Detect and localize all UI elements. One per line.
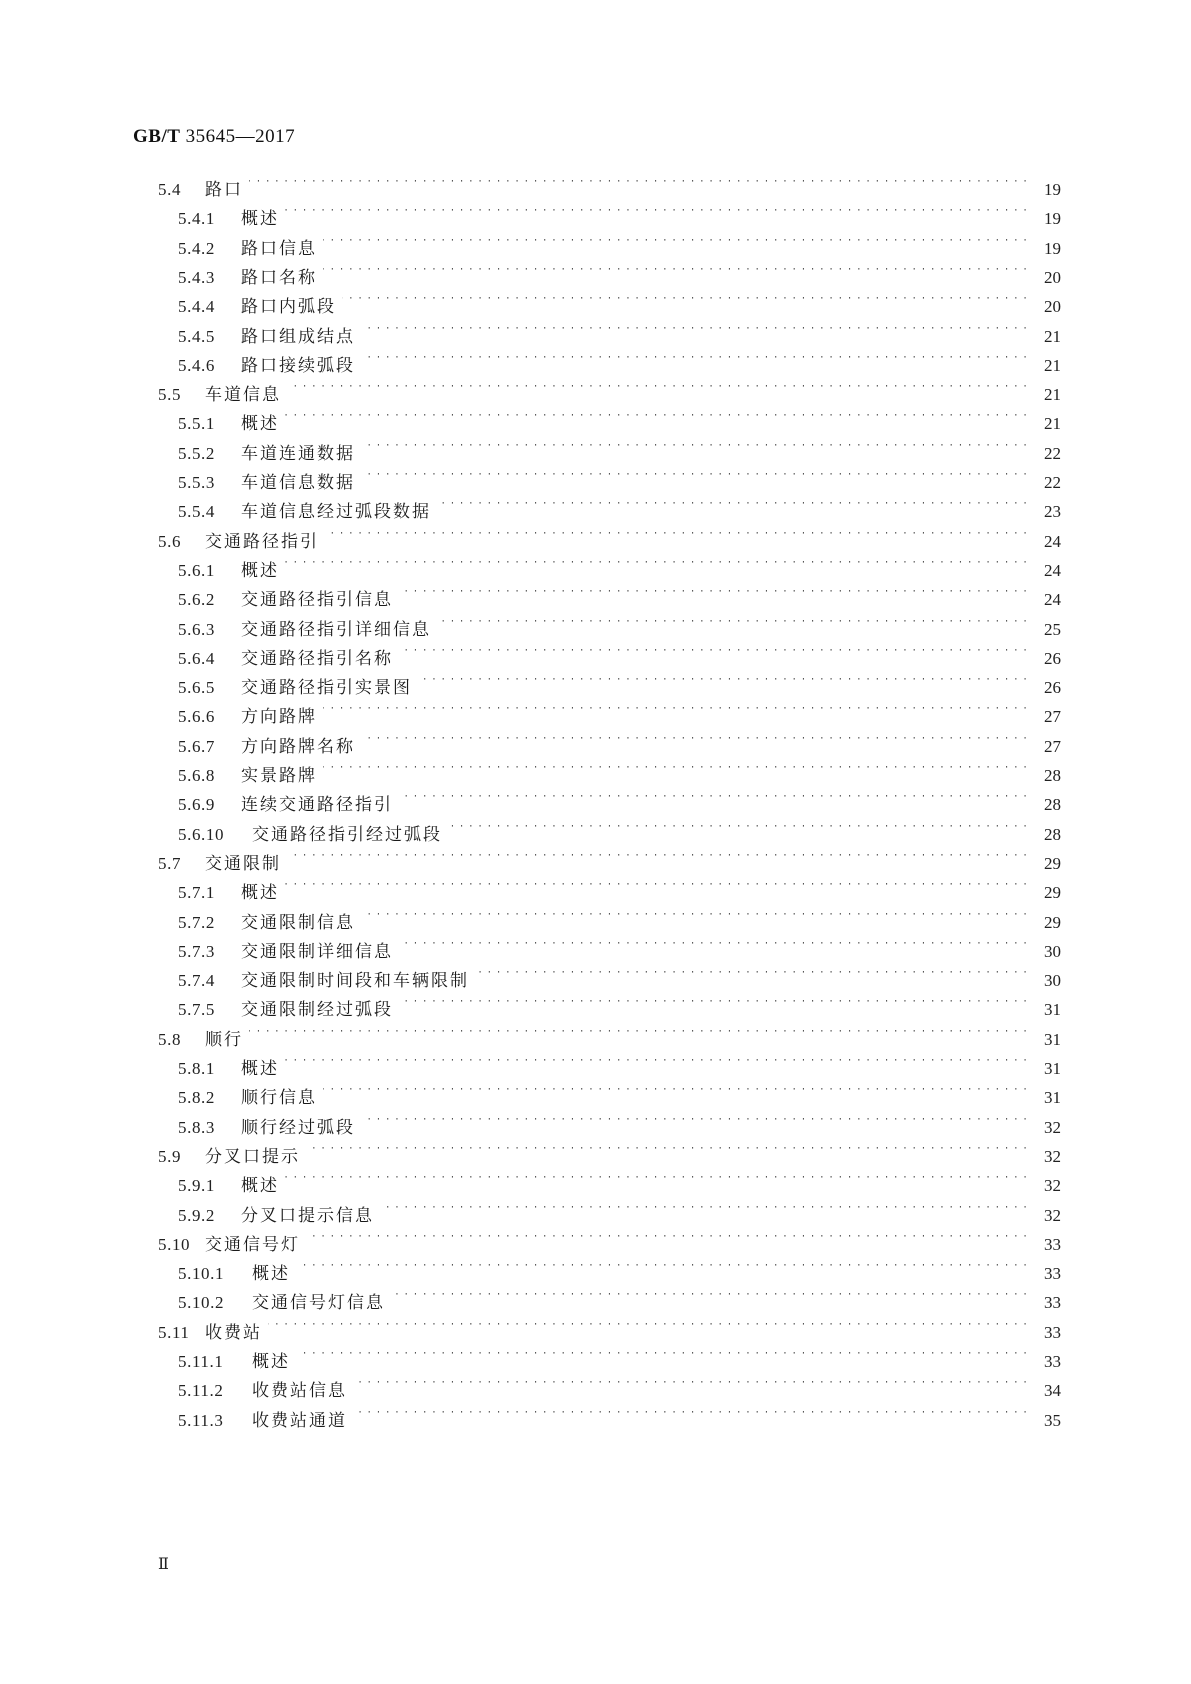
- toc-entry-page: 29: [1044, 883, 1061, 902]
- toc-dot-leader: [268, 1308, 1027, 1338]
- toc-entry-number: 5.6.5: [178, 678, 215, 697]
- toc-dot-leader: [285, 868, 1027, 898]
- toc-dot-leader: [399, 634, 1027, 664]
- toc-entry-number: 5.9.1: [178, 1176, 215, 1195]
- toc-entry-number: 5.9.2: [178, 1206, 215, 1225]
- toc-entry-page: 29: [1044, 854, 1061, 873]
- toc-entry[interactable]: [158, 165, 1061, 200]
- toc-entry-page: 25: [1044, 620, 1061, 639]
- toc-entry[interactable]: [178, 810, 1061, 845]
- toc-entry-page: 24: [1044, 561, 1061, 580]
- toc-entry[interactable]: [178, 722, 1061, 757]
- toc-entry-page: 29: [1044, 913, 1061, 932]
- toc-dot-leader: [361, 1103, 1027, 1133]
- toc-entry[interactable]: [178, 1073, 1061, 1108]
- toc-entry-title: 交通限制信息: [241, 913, 355, 933]
- toc-dot-leader: [399, 780, 1027, 810]
- toc-entry-number: 5.6.3: [178, 620, 215, 639]
- toc-entry-number: 5.7.2: [178, 913, 215, 932]
- toc-entry-number: 5.6.4: [178, 649, 215, 668]
- toc-entry-title: 车道信息数据: [241, 473, 355, 493]
- toc-entry-number: 5.6.8: [178, 766, 215, 785]
- toc-entry[interactable]: [178, 1249, 1061, 1284]
- toc-entry-number: 5.6.1: [178, 561, 215, 580]
- toc-entry[interactable]: [158, 839, 1061, 874]
- toc-entry[interactable]: [178, 1366, 1061, 1401]
- toc-entry-number: 5.6.10: [178, 825, 225, 844]
- page-folio: Ⅱ: [158, 1556, 169, 1573]
- toc-dot-leader: [342, 282, 1027, 312]
- toc-entry-title: 车道信息经过弧段数据: [241, 502, 431, 522]
- toc-dot-leader: [285, 194, 1027, 224]
- toc-entry[interactable]: [178, 458, 1061, 493]
- toc-entry-title: 交通路径指引名称: [241, 649, 393, 669]
- toc-entry-number: 5.6.6: [178, 707, 215, 726]
- toc-entry[interactable]: [178, 898, 1061, 933]
- toc-entry-page: 19: [1044, 180, 1061, 199]
- toc-entry-page: 31: [1044, 1088, 1061, 1107]
- toc-entry[interactable]: [178, 692, 1061, 727]
- toc-entry-number: 5.7: [158, 854, 182, 873]
- toc-entry-page: 28: [1044, 766, 1061, 785]
- toc-entry-page: 27: [1044, 707, 1061, 726]
- toc-entry-number: 5.4.3: [178, 268, 215, 287]
- toc-dot-leader: [361, 722, 1027, 752]
- toc-entry[interactable]: [178, 1103, 1061, 1138]
- toc-entry-title: 车道连通数据: [241, 444, 355, 464]
- toc-entry-title: 交通信号灯信息: [252, 1293, 385, 1313]
- toc-entry-number: 5.5.2: [178, 444, 215, 463]
- toc-dot-leader: [437, 487, 1027, 517]
- toc-entry-title: 概述: [252, 1264, 290, 1284]
- toc-entry-number: 5.5.1: [178, 414, 215, 433]
- toc-dot-leader: [399, 575, 1027, 605]
- toc-entry-number: 5.11.1: [178, 1352, 224, 1371]
- toc-entry-title: 交通路径指引经过弧段: [252, 825, 442, 845]
- toc-entry-number: 5.8: [158, 1030, 182, 1049]
- toc-entry-title: 方向路牌名称: [241, 737, 355, 757]
- toc-entry-page: 26: [1044, 649, 1061, 668]
- toc-entry-title: 路口: [205, 180, 243, 200]
- toc-entry-page: 32: [1044, 1206, 1061, 1225]
- toc-entry-title: 交通信号灯: [205, 1235, 300, 1255]
- toc-dot-leader: [285, 1161, 1027, 1191]
- toc-entry-number: 5.10.2: [178, 1293, 225, 1312]
- toc-entry[interactable]: [158, 370, 1061, 405]
- toc-dot-leader: [325, 517, 1027, 547]
- standard-code: [133, 126, 295, 148]
- toc-entry[interactable]: [178, 575, 1061, 610]
- toc-dot-leader: [323, 751, 1027, 781]
- toc-entry-title: 交通限制详细信息: [241, 942, 393, 962]
- toc-entry-title: 交通限制经过弧段: [241, 1000, 393, 1020]
- toc-entry-number: 5.4.1: [178, 209, 215, 228]
- toc-entry-title: 收费站信息: [252, 1381, 347, 1401]
- toc-entry[interactable]: [178, 605, 1061, 640]
- toc-entry-title: 路口接续弧段: [241, 356, 355, 376]
- toc-dot-leader: [399, 927, 1027, 957]
- toc-entry-title: 概述: [241, 414, 279, 434]
- toc-entry[interactable]: [178, 341, 1061, 376]
- toc-entry-number: 5.5.4: [178, 502, 215, 521]
- toc-entry-number: 5.4.2: [178, 239, 215, 258]
- toc-dot-leader: [285, 1044, 1027, 1074]
- toc-entry-page: 30: [1044, 971, 1061, 990]
- toc-entry-number: 5.4.5: [178, 327, 215, 346]
- toc-entry-page: 22: [1044, 444, 1061, 463]
- toc-dot-leader: [323, 1073, 1027, 1103]
- toc-entry-title: 概述: [241, 561, 279, 581]
- toc-entry-page: 27: [1044, 737, 1061, 756]
- toc-entry-page: 24: [1044, 532, 1061, 551]
- toc-entry-title: 实景路牌: [241, 766, 317, 786]
- toc-dot-leader: [361, 898, 1027, 928]
- toc-entry[interactable]: [178, 663, 1061, 698]
- toc-dot-leader: [323, 692, 1027, 722]
- toc-entry-page: 19: [1044, 209, 1061, 228]
- toc-dot-leader: [380, 1191, 1027, 1221]
- toc-entry-number: 5.5: [158, 385, 182, 404]
- toc-dot-leader: [418, 663, 1027, 693]
- toc-entry[interactable]: [158, 1220, 1061, 1255]
- toc-entry-title: 车道信息: [205, 385, 281, 405]
- toc-entry[interactable]: [178, 985, 1061, 1020]
- toc-dot-leader: [285, 399, 1027, 429]
- toc-dot-leader: [353, 1396, 1027, 1426]
- toc-entry-number: 5.9: [158, 1147, 182, 1166]
- toc-entry[interactable]: [178, 1396, 1061, 1431]
- toc-entry-title: 路口内弧段: [241, 297, 336, 317]
- toc-entry-page: 32: [1044, 1176, 1061, 1195]
- toc-dot-leader: [361, 458, 1027, 488]
- toc-entry[interactable]: [178, 1191, 1061, 1226]
- toc-entry-page: 26: [1044, 678, 1061, 697]
- toc-entry[interactable]: [178, 634, 1061, 669]
- toc-entry-title: 顺行: [205, 1030, 243, 1050]
- toc-entry-number: 5.6.7: [178, 737, 215, 756]
- toc-dot-leader: [287, 370, 1027, 400]
- toc-entry[interactable]: [178, 253, 1061, 288]
- toc-entry-title: 交通限制时间段和车辆限制: [241, 971, 469, 991]
- toc-entry-number: 5.5.3: [178, 473, 215, 492]
- toc-entry-page: 33: [1044, 1323, 1061, 1342]
- toc-entry-page: 31: [1044, 1000, 1061, 1019]
- toc-entry-title: 分叉口提示: [205, 1147, 300, 1167]
- toc-entry-title: 交通路径指引: [205, 532, 319, 552]
- toc-entry-page: 21: [1044, 327, 1061, 346]
- toc-entry-page: 21: [1044, 385, 1061, 404]
- toc-entry-number: 5.10: [158, 1235, 191, 1254]
- toc-entry[interactable]: [158, 1015, 1061, 1050]
- toc-entry[interactable]: [178, 1337, 1061, 1372]
- toc-entry-page: 28: [1044, 825, 1061, 844]
- toc-entry-page: 31: [1044, 1030, 1061, 1049]
- toc-entry[interactable]: [178, 546, 1061, 581]
- toc-entry-title: 概述: [241, 1176, 279, 1196]
- toc-dot-leader: [391, 1278, 1027, 1308]
- toc-entry-number: 5.6.9: [178, 795, 215, 814]
- toc-entry-title: 收费站通道: [252, 1411, 347, 1431]
- toc-entry[interactable]: [178, 429, 1061, 464]
- toc-entry-number: 5.6: [158, 532, 182, 551]
- toc-dot-leader: [306, 1132, 1027, 1162]
- toc-dot-leader: [437, 605, 1027, 635]
- toc-dot-leader: [249, 165, 1027, 195]
- toc-entry-page: 22: [1044, 473, 1061, 492]
- toc-dot-leader: [306, 1220, 1027, 1250]
- toc-entry-page: 33: [1044, 1264, 1061, 1283]
- toc-entry-title: 路口组成结点: [241, 327, 355, 347]
- toc-dot-leader: [353, 1366, 1027, 1396]
- toc-entry-title: 交通路径指引实景图: [241, 678, 412, 698]
- toc-entry-page: 32: [1044, 1118, 1061, 1137]
- toc-dot-leader: [399, 985, 1027, 1015]
- toc-entry-page: 33: [1044, 1293, 1061, 1312]
- toc-entry-number: 5.6.2: [178, 590, 215, 609]
- toc-entry[interactable]: [178, 1161, 1061, 1196]
- toc-dot-leader: [448, 810, 1027, 840]
- toc-entry-page: 35: [1044, 1411, 1061, 1430]
- toc-entry-title: 概述: [241, 209, 279, 229]
- toc-dot-leader: [287, 839, 1027, 869]
- toc-entry[interactable]: [178, 927, 1061, 962]
- toc-entry-title: 概述: [252, 1352, 290, 1372]
- toc-dot-leader: [296, 1337, 1027, 1367]
- toc-entry-number: 5.8.3: [178, 1118, 215, 1137]
- toc-entry-page: 20: [1044, 268, 1061, 287]
- toc-entry-title: 概述: [241, 883, 279, 903]
- toc-entry-number: 5.7.4: [178, 971, 215, 990]
- standard-prefix: GB/T: [133, 126, 181, 147]
- toc-entry-page: 34: [1044, 1381, 1061, 1400]
- toc-entry[interactable]: [178, 868, 1061, 903]
- toc-entry[interactable]: [178, 780, 1061, 815]
- toc-dot-leader: [475, 956, 1027, 986]
- toc-entry-number: 5.7.5: [178, 1000, 215, 1019]
- toc-entry-page: 32: [1044, 1147, 1061, 1166]
- toc-entry-title: 交通限制: [205, 854, 281, 874]
- toc-entry-title: 顺行经过弧段: [241, 1118, 355, 1138]
- toc-entry-page: 20: [1044, 297, 1061, 316]
- toc-entry-title: 概述: [241, 1059, 279, 1079]
- toc-entry-title: 顺行信息: [241, 1088, 317, 1108]
- toc-entry[interactable]: [178, 956, 1061, 991]
- toc-entry-page: 21: [1044, 356, 1061, 375]
- toc-entry-page: 33: [1044, 1235, 1061, 1254]
- toc-dot-leader: [296, 1249, 1027, 1279]
- toc-entry-number: 5.4.4: [178, 297, 215, 316]
- toc-entry[interactable]: [178, 1044, 1061, 1079]
- toc-entry-page: 31: [1044, 1059, 1061, 1078]
- toc-dot-leader: [361, 429, 1027, 459]
- toc-entry[interactable]: [178, 399, 1061, 434]
- toc-dot-leader: [361, 341, 1027, 371]
- toc-entry-page: 28: [1044, 795, 1061, 814]
- toc-entry[interactable]: [178, 194, 1061, 229]
- standard-number: 35645—2017: [185, 126, 296, 147]
- toc-entry-title: 方向路牌: [241, 707, 317, 727]
- toc-entry-number: 5.11.3: [178, 1411, 224, 1430]
- toc-dot-leader: [285, 546, 1027, 576]
- toc-entry-title: 分叉口提示信息: [241, 1206, 374, 1226]
- toc-entry-number: 5.8.2: [178, 1088, 215, 1107]
- toc-entry[interactable]: [178, 751, 1061, 786]
- toc-entry-page: 33: [1044, 1352, 1061, 1371]
- toc-entry-title: 连续交通路径指引: [241, 795, 393, 815]
- toc-entry[interactable]: [178, 312, 1061, 347]
- toc-entry-title: 路口信息: [241, 239, 317, 259]
- toc-entry-page: 24: [1044, 590, 1061, 609]
- toc-entry-number: 5.7.1: [178, 883, 215, 902]
- toc-entry-number: 5.7.3: [178, 942, 215, 961]
- toc-entry-page: 19: [1044, 239, 1061, 258]
- toc-dot-leader: [323, 253, 1027, 283]
- toc-entry-number: 5.11.2: [178, 1381, 224, 1400]
- toc-dot-leader: [249, 1015, 1027, 1045]
- toc-entry[interactable]: [178, 224, 1061, 259]
- toc-entry-page: 30: [1044, 942, 1061, 961]
- toc-entry[interactable]: [178, 487, 1061, 522]
- toc-entry-number: 5.10.1: [178, 1264, 225, 1283]
- toc-entry-number: 5.4.6: [178, 356, 215, 375]
- toc-entry-title: 收费站: [205, 1323, 262, 1343]
- toc-entry-number: 5.8.1: [178, 1059, 215, 1078]
- toc-entry-title: 交通路径指引信息: [241, 590, 393, 610]
- toc-entry[interactable]: [158, 517, 1061, 552]
- toc-entry-number: 5.11: [158, 1323, 190, 1342]
- toc-entry-page: 23: [1044, 502, 1061, 521]
- toc-dot-leader: [323, 224, 1027, 254]
- toc-entry-number: 5.4: [158, 180, 182, 199]
- toc-entry[interactable]: [158, 1308, 1061, 1343]
- toc-entry[interactable]: [178, 1278, 1061, 1313]
- toc-entry-page: 21: [1044, 414, 1061, 433]
- toc-entry[interactable]: [158, 1132, 1061, 1167]
- toc-entry[interactable]: [178, 282, 1061, 317]
- toc-dot-leader: [361, 312, 1027, 342]
- toc-entry-title: 交通路径指引详细信息: [241, 620, 431, 640]
- toc-entry-title: 路口名称: [241, 268, 317, 288]
